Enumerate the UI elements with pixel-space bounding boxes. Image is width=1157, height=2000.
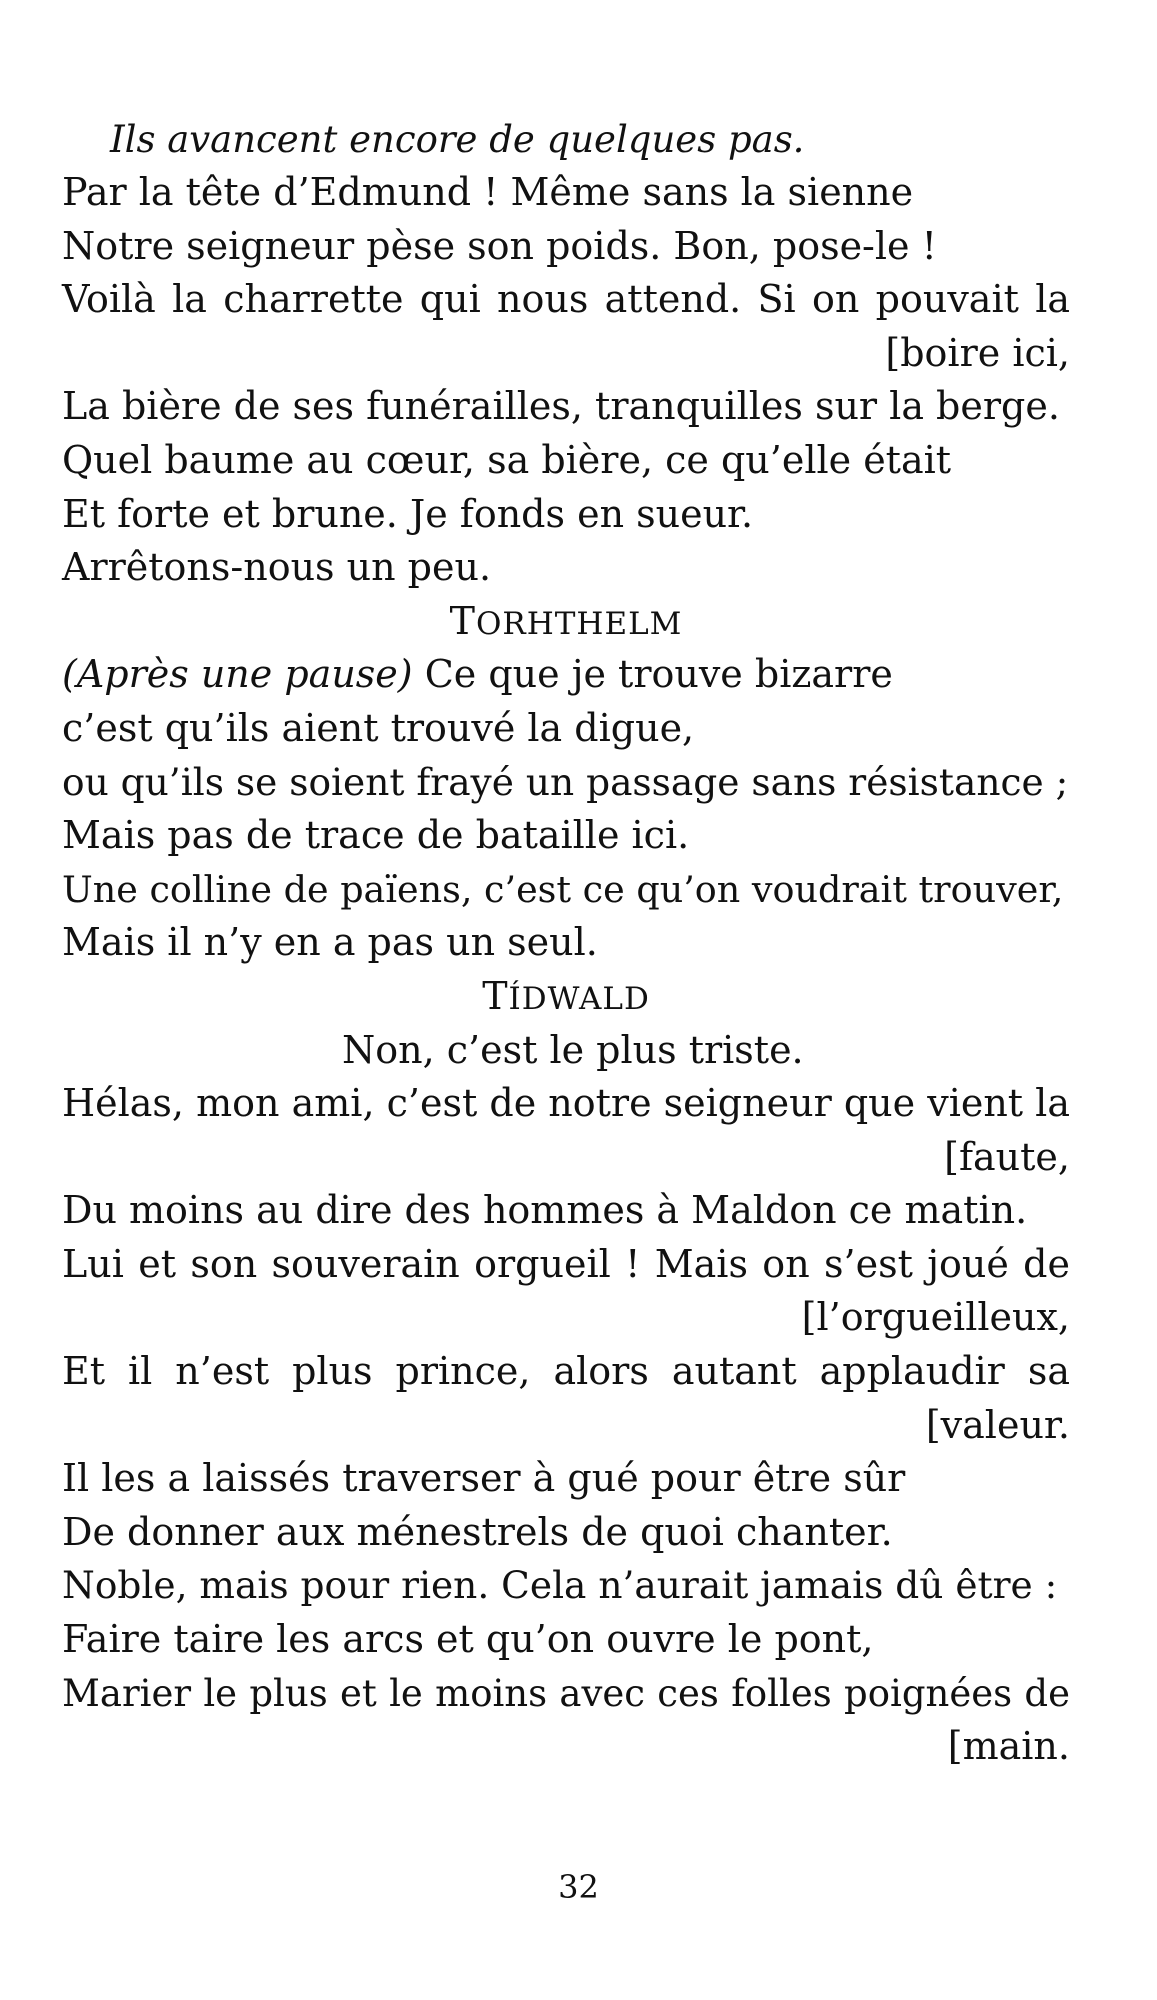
verse-line: Hélas, mon ami, c’est de notre seigneur que vient la bbox=[62, 1081, 1070, 1126]
verse-line: Quel baume au cœur, sa bière, ce qu’elle était bbox=[62, 437, 952, 482]
verse-line: Il les a laissés traverser à gué pour être sûr bbox=[62, 1456, 906, 1501]
speaker-tidwald bbox=[62, 970, 1070, 1024]
verse-line: Et il n’est plus prince, alors autant applaudir sa bbox=[62, 1349, 1070, 1394]
verse-line: c’est qu’ils aient trouvé la digue, bbox=[62, 705, 695, 750]
verse-line: De donner aux ménestrels de quoi chanter. bbox=[62, 1509, 893, 1554]
verse-line: Faire taire les arcs et qu’on ouvre le pont, bbox=[62, 1617, 874, 1662]
verse-continuation: [l’orgueilleux, bbox=[801, 1295, 1070, 1340]
verse-line: Du moins au dire des hommes à Maldon ce matin. bbox=[62, 1188, 1028, 1233]
verse-line: Marier le plus et le moins avec ces folles poignées de bbox=[62, 1671, 1070, 1715]
verse-line: Et forte et brune. Je fonds en sueur. bbox=[62, 491, 754, 536]
stage-direction-inline: (Après une pause) bbox=[62, 652, 413, 697]
verse-continuation: [main. bbox=[947, 1724, 1070, 1769]
verse-line: ou qu’ils se soient frayé un passage sans résistance ; bbox=[62, 759, 1069, 804]
verse-line: Notre seigneur pèse son poids. Bon, pose-le ! bbox=[62, 223, 937, 268]
verse-line: Lui et son souverain orgueil ! Mais on s’est joué de bbox=[62, 1241, 1070, 1286]
speaker-initial: T bbox=[449, 598, 476, 643]
verse-line bbox=[62, 648, 1070, 702]
verse-continuation: [boire ici, bbox=[885, 330, 1070, 375]
verse-line: Noble, mais pour rien. Cela n’aurait jamais dû être : bbox=[62, 1563, 1058, 1608]
verse-line: Mais il n’y en a pas un seul. bbox=[62, 920, 598, 965]
page-number: 32 bbox=[558, 1868, 599, 1906]
verse-line-rest: Ce que je trouve bizarre bbox=[412, 652, 893, 697]
speaker-torhthelm bbox=[62, 595, 1070, 649]
verse-continuation: [valeur. bbox=[925, 1402, 1070, 1447]
stage-direction: Ils avancent encore de quelques pas. bbox=[110, 118, 805, 161]
verse-line: La bière de ses funérailles, tranquilles sur la berge. bbox=[62, 384, 1060, 429]
speaker-initial: T bbox=[482, 973, 509, 1018]
speaker-rest: ORHTHELM bbox=[475, 605, 683, 642]
verse-line: Par la tête d’Edmund ! Même sans la sienne bbox=[62, 170, 914, 214]
verse-line: Arrêtons-nous un peu. bbox=[62, 545, 492, 590]
verse-text bbox=[62, 166, 1070, 1774]
verse-continuation: [faute, bbox=[944, 1134, 1070, 1179]
speaker-rest: ÍDWALD bbox=[508, 980, 650, 1017]
verse-line: Voilà la charrette qui nous attend. Si on pouvait la bbox=[62, 277, 1070, 322]
verse-line: Non, c’est le plus triste. bbox=[342, 1027, 804, 1072]
verse-line: Une colline de païens, c’est ce qu’on voudrait trouver, bbox=[62, 867, 1064, 911]
verse-line: Mais pas de trace de bataille ici. bbox=[62, 813, 690, 858]
